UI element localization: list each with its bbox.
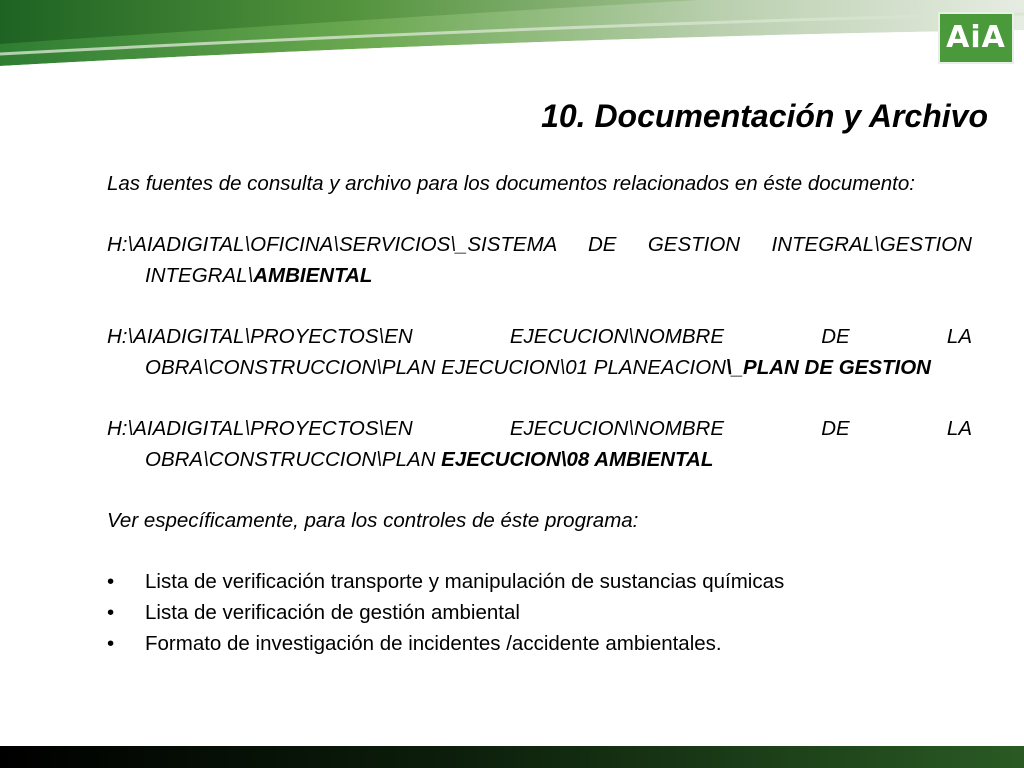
list-item [107, 566, 972, 597]
path-2-text: H:\AIADIGITAL\PROYECTOS\EN EJECUCION\NOMBRE DE LA OBRA\CONSTRUCCION\PLAN EJECUCION\01 PLANEACION [107, 325, 972, 379]
list-item [107, 597, 972, 628]
controls-intro: Ver específicamente, para los controles de éste programa: [107, 509, 639, 532]
list-item-text: Formato de investigación de incidentes /accidente ambientales. [145, 632, 722, 655]
path-3-bold: EJECUCION\08 AMBIENTAL [441, 448, 714, 471]
path-1-text: H:\AIADIGITAL\OFICINA\SERVICIOS\_SISTEMA DE GESTION INTEGRAL\GESTION INTEGRAL\ [107, 233, 972, 287]
bullet-icon: • [107, 570, 115, 593]
logo-text: AiA [946, 20, 1006, 55]
header-band [0, 0, 1024, 70]
header-swoosh [0, 0, 1024, 70]
list-item-text: Lista de verificación transporte y manipulación de sustancias químicas [145, 570, 785, 593]
path-paragraph-2 [107, 321, 972, 383]
path-1-bold: AMBIENTAL [253, 264, 373, 287]
path-3-text: H:\AIADIGITAL\PROYECTOS\EN EJECUCION\NOMBRE DE LA OBRA\CONSTRUCCION\PLAN [107, 417, 972, 471]
intro-paragraph: Las fuentes de consulta y archivo para los documentos relacionados en éste documento: [107, 172, 915, 195]
bullet-icon: • [107, 632, 115, 655]
slide-body [107, 168, 972, 659]
list-item-text: Lista de verificación de gestión ambiental [145, 601, 520, 624]
list-item [107, 628, 972, 659]
company-logo [938, 12, 1014, 64]
slide-title: 10. Documentación y Archivo [541, 98, 988, 134]
controls-list [107, 566, 972, 659]
bullet-icon: • [107, 601, 115, 624]
path-paragraph-1 [107, 229, 972, 291]
path-2-bold: \_PLAN DE GESTION [725, 356, 931, 379]
footer-bar [0, 746, 1024, 768]
path-paragraph-3 [107, 413, 972, 475]
